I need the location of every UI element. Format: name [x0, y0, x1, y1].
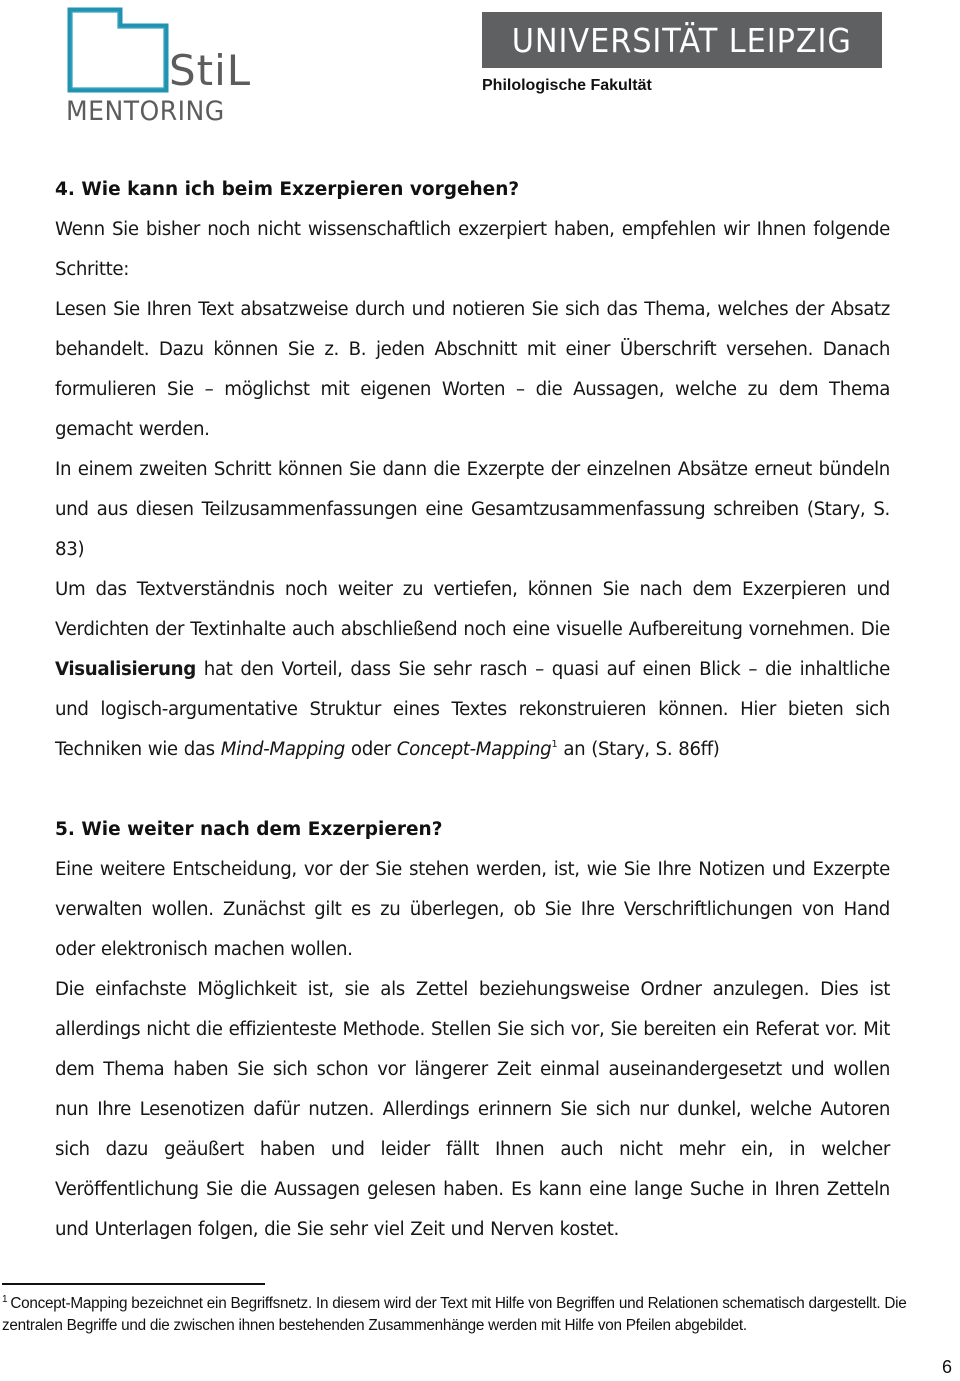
mind-mapping-term: Mind-Mapping: [220, 739, 345, 760]
footnote-text: Concept-Mapping bezeichnet ein Begriffsnetz. In diesem wird der Text mit Hilfe von Begriffen und Relationen schematisch dargestellt. Die zentralen Begriffe und die zwischen ihnen bestehenden Zusammenhänge werden mit Hilfe von Pfeilen abgebildet.: [2, 1295, 907, 1334]
stil-mentoring-logo: [62, 4, 262, 129]
footnote: [2, 1293, 922, 1337]
section-4-paragraph-2: Lesen Sie Ihren Text absatzweise durch und notieren Sie sich das Thema, welches der Absatz behandelt. Dazu können Sie z. B. jeden Abschnitt mit einer Überschrift versehen. Danach formulieren Sie – möglichst mit eigenen Worten – die Aussagen, welche zu dem Thema gemacht werden.: [55, 299, 890, 440]
footnote-number: 1: [2, 1294, 8, 1305]
section-5-heading: 5. Wie weiter nach dem Exzerpieren?: [55, 819, 443, 840]
university-name: UNIVERSITÄT LEIPZIG: [511, 20, 853, 60]
p4-text-4: an (Stary, S. 86ff): [557, 739, 720, 760]
p4-text-3: oder: [344, 739, 397, 760]
university-banner: [482, 12, 882, 68]
section-4-heading: 4. Wie kann ich beim Exzerpieren vorgehen?: [55, 179, 520, 200]
p4-text-2: hat den Vorteil, dass Sie sehr rasch – quasi auf einen Blick – die inhaltliche und logisch-argumentative Struktur eines Textes rekonstruieren können. Hier bieten sich Techniken wie das: [55, 659, 890, 760]
visualisierung-term: Visualisierung: [55, 659, 196, 680]
section-5-paragraph-2: Die einfachste Möglichkeit ist, sie als Zettel beziehungsweise Ordner anzulegen. Dies ist allerdings nicht die effizienteste Methode. Stellen Sie sich vor, Sie bereiten ein Referat vor. Mit dem Thema haben Sie sich schon vor längerer Zeit einmal auseinandergesetzt und wollen nun Ihre Lesenotizen dafür nutzen. Allerdings erinnern Sie sich nur dunkel, welche Autoren sich dazu geäußert haben und leider fällt Ihnen auch nicht mehr ein, in welcher Veröffentlichung Sie die Aussagen gelesen haben. Es kann eine lange Suche in Ihren Zetteln und Unterlagen folgen, die Sie sehr viel Zeit und Nerven kostet.: [55, 979, 890, 1240]
folder-outline-icon: [62, 4, 172, 99]
logo-brand-text: StiL: [169, 46, 252, 95]
faculty-name: Philologische Fakultät: [482, 77, 652, 94]
footnote-reference[interactable]: 1: [551, 739, 558, 750]
section-spacer: [55, 770, 890, 810]
document-body: [55, 170, 890, 1250]
section-4-paragraph-4: [55, 570, 890, 770]
footnote-separator: [2, 1283, 265, 1285]
section-4-paragraph-1: Wenn Sie bisher noch nicht wissenschaftlich exzerpiert haben, empfehlen wir Ihnen folgende Schritte:: [55, 219, 890, 280]
p4-text-1: Um das Textverständnis noch weiter zu vertiefen, können Sie nach dem Exzerpieren und Verdichten der Textinhalte auch abschließend noch eine visuelle Aufbereitung vornehmen. Die: [55, 579, 890, 640]
page-number: 6: [941, 1357, 952, 1377]
logo-subtitle-text: MENTORING: [66, 96, 225, 127]
section-5-paragraph-1: Eine weitere Entscheidung, vor der Sie stehen werden, ist, wie Sie Ihre Notizen und Exzerpte verwalten wollen. Zunächst gilt es zu überlegen, ob Sie Ihre Verschriftlichungen von Hand oder elektronisch machen wollen.: [55, 859, 890, 960]
section-4-paragraph-3: In einem zweiten Schritt können Sie dann die Exzerpte der einzelnen Absätze erneut bündeln und aus diesen Teilzusammenfassungen eine Gesamtzusammenfassung schreiben (Stary, S. 83): [55, 459, 890, 560]
concept-mapping-term: Concept-Mapping: [396, 739, 552, 760]
